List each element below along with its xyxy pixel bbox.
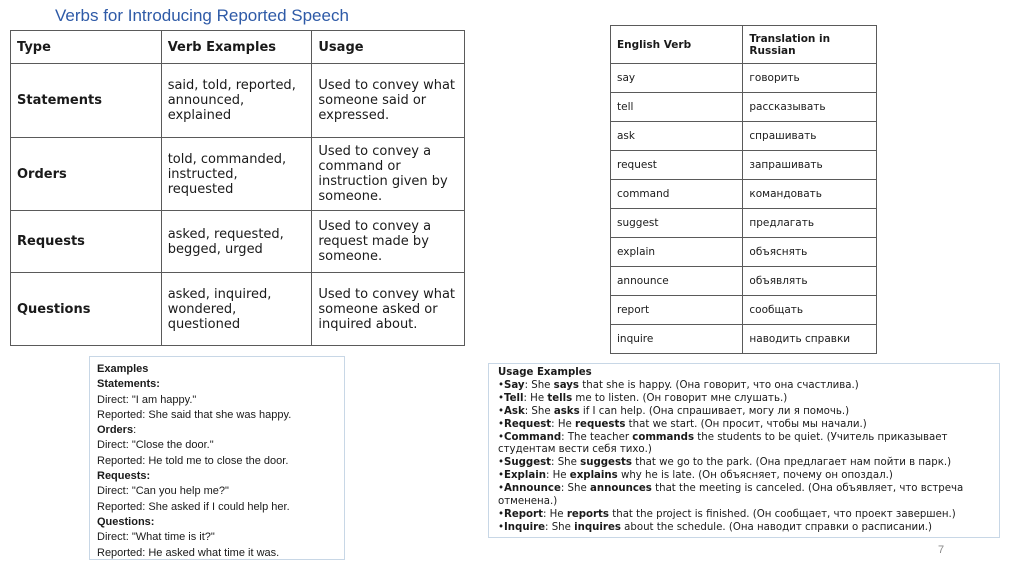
english-cell: tell	[611, 93, 743, 122]
usage-verb-form: reports	[566, 508, 609, 520]
usage-example-item	[498, 406, 993, 419]
usage-examples-heading: Usage Examples	[498, 367, 592, 378]
russian-cell: спрашивать	[743, 122, 877, 151]
usage-example-item	[498, 393, 993, 406]
verbs-cell: said, told, reported, announced, explained	[161, 64, 312, 138]
usage-text: : She	[524, 379, 554, 391]
usage-text: : She	[551, 457, 581, 469]
direct-example: Direct: "What time is it?"	[97, 531, 215, 544]
russian-cell: сообщать	[743, 296, 877, 325]
direct-example: Direct: "I am happy."	[97, 393, 197, 406]
usage-example-item	[498, 509, 993, 522]
usage-text: : He	[551, 418, 576, 430]
english-cell: command	[611, 180, 743, 209]
bullet-icon: •	[498, 508, 505, 520]
usage-text: if I can help. (Она спрашивает, могу ли я помочь.)	[579, 405, 850, 417]
direct-example: Direct: "Can you help me?"	[97, 485, 229, 498]
usage-cell: Used to convey a command or instruction given by someone.	[312, 138, 465, 211]
usage-verb: Suggest	[504, 457, 552, 469]
table-row	[611, 151, 877, 180]
usage-verb: Inquire	[504, 521, 546, 533]
english-cell: report	[611, 296, 743, 325]
usage-verb: Report	[504, 508, 543, 520]
usage-verb-form: requests	[575, 418, 626, 430]
usage-text: me to listen. (Он говорит мне слушать.)	[572, 392, 788, 404]
usage-verb-form: suggests	[580, 457, 632, 469]
russian-cell: командовать	[743, 180, 877, 209]
usage-text: that we go to the park. (Она предлагает нам пойти в парк.)	[631, 457, 952, 469]
usage-cell: Used to convey a request made by someone.	[312, 211, 465, 273]
english-cell: ask	[611, 122, 743, 151]
type-cell: Requests	[11, 211, 162, 273]
verbs-cell: asked, inquired, wondered, questioned	[161, 273, 312, 346]
group-label: Statements:	[97, 378, 160, 391]
bullet-icon: •	[498, 379, 505, 391]
bullet-icon: •	[498, 457, 505, 469]
russian-cell: объяснять	[743, 238, 877, 267]
english-cell: request	[611, 151, 743, 180]
table-row	[11, 64, 465, 138]
type-cell: Questions	[11, 273, 162, 346]
usage-example-item	[498, 380, 993, 393]
usage-verb: Request	[504, 418, 552, 430]
reported-example: Reported: He asked what time it was.	[97, 546, 280, 559]
verbs-cell: told, commanded, instructed, requested	[161, 138, 312, 211]
usage-verb: Ask	[504, 405, 525, 417]
table-row	[11, 273, 465, 346]
bullet-icon: •	[498, 418, 505, 430]
usage-verb-form: announces	[589, 483, 652, 495]
examples-box	[89, 356, 345, 560]
usage-verb: Command	[504, 431, 562, 443]
usage-example-item	[498, 457, 993, 470]
group-label-line	[97, 423, 344, 438]
usage-text: : He	[545, 470, 570, 482]
bullet-icon: •	[498, 483, 505, 495]
table-row	[611, 64, 877, 93]
usage-example-item	[498, 522, 993, 535]
table-row	[11, 138, 465, 211]
russian-cell: объявлять	[743, 267, 877, 296]
usage-text: : He	[523, 392, 548, 404]
russian-cell: запрашивать	[743, 151, 877, 180]
usage-verb-form: tells	[547, 392, 573, 404]
column-header-type: Type	[11, 31, 162, 64]
usage-text: that the meeting is canceled. (Она объявляет, что встреча отменена.)	[498, 483, 964, 508]
table-row	[611, 296, 877, 325]
bullet-icon: •	[498, 392, 505, 404]
slide-title: Verbs for Introducing Reported Speech	[55, 6, 349, 25]
reported-example: Reported: She said that she was happy.	[97, 408, 292, 421]
reported-speech-verbs-table	[10, 30, 465, 346]
usage-text: : He	[542, 508, 567, 520]
usage-examples-box	[488, 363, 1000, 538]
usage-verb-form: inquires	[574, 521, 621, 533]
bullet-icon: •	[498, 470, 505, 482]
usage-cell: Used to convey what someone asked or inquired about.	[312, 273, 465, 346]
usage-text: : She	[524, 405, 554, 417]
usage-text: that she is happy. (Она говорит, что она счастлива.)	[579, 379, 859, 391]
usage-example-item	[498, 432, 993, 458]
russian-cell: наводить справки	[743, 325, 877, 354]
table-row	[611, 267, 877, 296]
group-label-colon: :	[133, 424, 137, 437]
reported-example: Reported: She asked if I could help her.	[97, 500, 290, 513]
usage-text: that the project is finished. (Он сообщает, что проект завершен.)	[609, 508, 956, 520]
usage-verb: Explain	[504, 470, 546, 482]
russian-cell: рассказывать	[743, 93, 877, 122]
russian-cell: говорить	[743, 64, 877, 93]
bullet-icon: •	[498, 521, 505, 533]
table-row	[11, 211, 465, 273]
verb-translation-table	[610, 25, 877, 354]
verbs-cell: asked, requested, begged, urged	[161, 211, 312, 273]
column-header-english-verb: English Verb	[611, 26, 743, 64]
table-row	[611, 238, 877, 267]
usage-example-item	[498, 419, 993, 432]
usage-verb: Say	[504, 379, 525, 391]
usage-text: that we start. (Он просит, чтобы мы начали.)	[625, 418, 867, 430]
usage-verb: Announce	[504, 483, 561, 495]
usage-verb-form: asks	[553, 405, 580, 417]
type-cell: Statements	[11, 64, 162, 138]
table-row	[611, 180, 877, 209]
usage-example-item	[498, 470, 993, 483]
direct-example: Direct: "Close the door."	[97, 439, 214, 452]
page-number: 7	[938, 544, 945, 556]
english-cell: say	[611, 64, 743, 93]
usage-verb-form: says	[553, 379, 580, 391]
usage-example-item	[498, 483, 993, 509]
reported-example: Reported: He told me to close the door.	[97, 454, 289, 467]
type-cell: Orders	[11, 138, 162, 211]
usage-text: why he is late. (Он объясняет, почему он опоздал.)	[617, 470, 893, 482]
table-header-row	[611, 26, 877, 64]
group-label: Questions:	[97, 515, 155, 528]
table-row	[611, 209, 877, 238]
usage-cell: Used to convey what someone said or expressed.	[312, 64, 465, 138]
usage-verb-form: commands	[632, 431, 695, 443]
group-label: Requests:	[97, 470, 151, 483]
examples-heading: Examples	[97, 363, 149, 375]
table-header-row	[11, 31, 465, 64]
usage-examples-list	[498, 380, 993, 535]
table-row	[611, 325, 877, 354]
usage-text: : The teacher	[561, 431, 633, 443]
english-cell: inquire	[611, 325, 743, 354]
usage-text: : She	[545, 521, 575, 533]
usage-text: : She	[560, 483, 590, 495]
column-header-russian-translation: Translation in Russian	[743, 26, 877, 64]
column-header-usage: Usage	[312, 31, 465, 64]
russian-cell: предлагать	[743, 209, 877, 238]
bullet-icon: •	[498, 431, 505, 443]
table-row	[611, 122, 877, 151]
english-cell: explain	[611, 238, 743, 267]
column-header-verb-examples: Verb Examples	[161, 31, 312, 64]
usage-verb: Tell	[504, 392, 524, 404]
english-cell: suggest	[611, 209, 743, 238]
usage-verb-form: explains	[569, 470, 618, 482]
bullet-icon: •	[498, 405, 505, 417]
usage-text: about the schedule. (Она наводит справки о расписании.)	[620, 521, 933, 533]
english-cell: announce	[611, 267, 743, 296]
table-row	[611, 93, 877, 122]
group-label: Orders	[97, 424, 134, 437]
usage-text: the students to be quiet. (Учитель приказывает студентам вести себя тихо.)	[498, 431, 948, 456]
